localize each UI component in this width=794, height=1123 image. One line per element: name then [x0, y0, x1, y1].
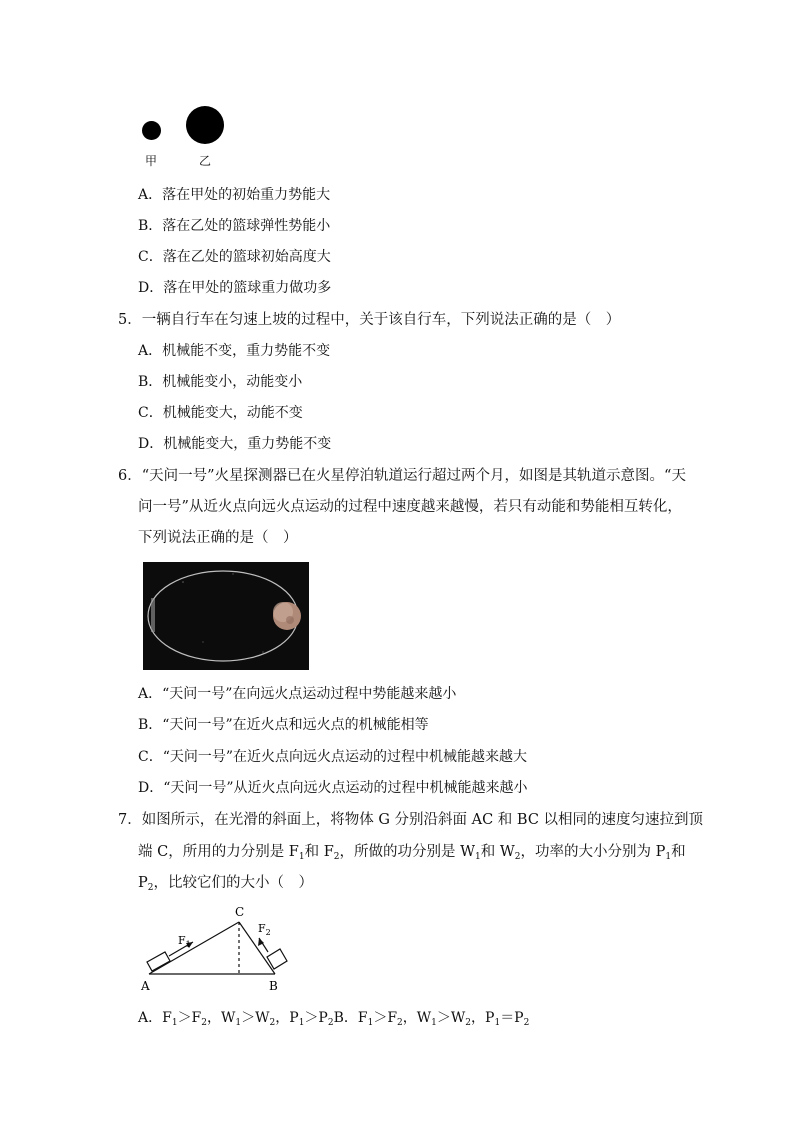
q7-text-d: 和 W [480, 844, 515, 860]
q7-text-a: 端 C，所用的力分别是 F [138, 844, 299, 860]
label-c: C [235, 905, 245, 919]
q4-option-d: D．落在甲处的篮球重力做功多 [138, 280, 332, 296]
q4-option-c: C．落在乙处的篮球初始高度大 [138, 249, 331, 265]
fig1-label-yi: 乙 [199, 154, 212, 168]
q7-stem-line3: $P_2$，比较它们的大小（ ） [138, 875, 313, 893]
q7-stem-line1: 7．如图所示，在光滑的斜面上，将物体 G 分别沿斜面 AC 和 BC 以相同的速度匀速拉到顶 [118, 812, 704, 828]
q5-option-a: A．机械能不变，重力势能不变 [138, 343, 331, 359]
q7-text-h: ，比较它们的大小（ ） [153, 875, 313, 891]
q6-stem-line2: 问一号”从近火点向远火点运动的过程中速度越来越慢，若只有动能和势能相互转化， [138, 499, 682, 515]
label-f1: $F_1$ [178, 934, 191, 949]
orbit-diagram [143, 562, 309, 670]
label-f2: $F_2$ [258, 922, 271, 937]
q5-option-d: D．机械能变大，重力势能不变 [138, 436, 332, 452]
q6-option-c: C．“天问一号”在近火点向远火点运动的过程中机械能越来越大 [138, 749, 528, 765]
q4-option-b: B．落在乙处的篮球弹性势能小 [138, 218, 331, 234]
label-a: A [141, 979, 150, 993]
q7-opt-b: B．F [333, 1010, 368, 1026]
q7-text-e: ，功率的大小分别为 P [520, 844, 666, 860]
q7-text-b: 和 F [304, 844, 334, 860]
q5-option-c: C．机械能变大，动能不变 [138, 405, 303, 421]
q6-stem-line1: 6．“天问一号”火星探测器已在火星停泊轨道运行超过两个月，如图是其轨道示意图。“天 [118, 468, 686, 484]
q7-text-c: ，所做的功分别是 W [339, 844, 476, 860]
small-ball-mark [142, 121, 161, 140]
q6-option-a: A．“天问一号”在向远火点运动过程中势能越来越小 [138, 686, 457, 702]
q7-opt-a: A．F [138, 1010, 172, 1026]
q6-option-d: D．“天问一号”从近火点向远火点运动的过程中机械能越来越小 [138, 780, 528, 796]
q5-option-b: B．机械能变小，动能变小 [138, 374, 303, 390]
q7-stem-line2: 端 C，所用的力分别是 $F_1$和 $F_2$，所做的功分别是 $W_1$和 $W_2$，功率的大小分别为 $P_1$和 [138, 844, 686, 862]
orbit-image [143, 562, 309, 670]
far-point-marker [151, 598, 155, 632]
q4-option-a: A．落在甲处的初始重力势能大 [138, 187, 331, 203]
q7-text-g: P [138, 875, 148, 891]
large-ball-mark [186, 106, 224, 144]
label-b: B [269, 979, 278, 993]
incline-diagram [135, 902, 305, 994]
q7-text-f: 和 [671, 844, 686, 860]
q7-options: A．$F_1>F_2$，$W_1>W_2$，$P_1>P_2B$．$F_1>F_2$，$W_1>W_2$，$P_1=P_2$ [138, 1010, 530, 1028]
q5-stem: 5．一辆自行车在匀速上坡的过程中，关于该自行车，下列说法正确的是（ ） [118, 312, 621, 328]
q6-stem-line3: 下列说法正确的是（ ） [138, 530, 298, 546]
q6-option-b: B．“天问一号”在近火点和远火点的机械能相等 [138, 717, 429, 733]
fig1-label-jia: 甲 [145, 154, 158, 168]
